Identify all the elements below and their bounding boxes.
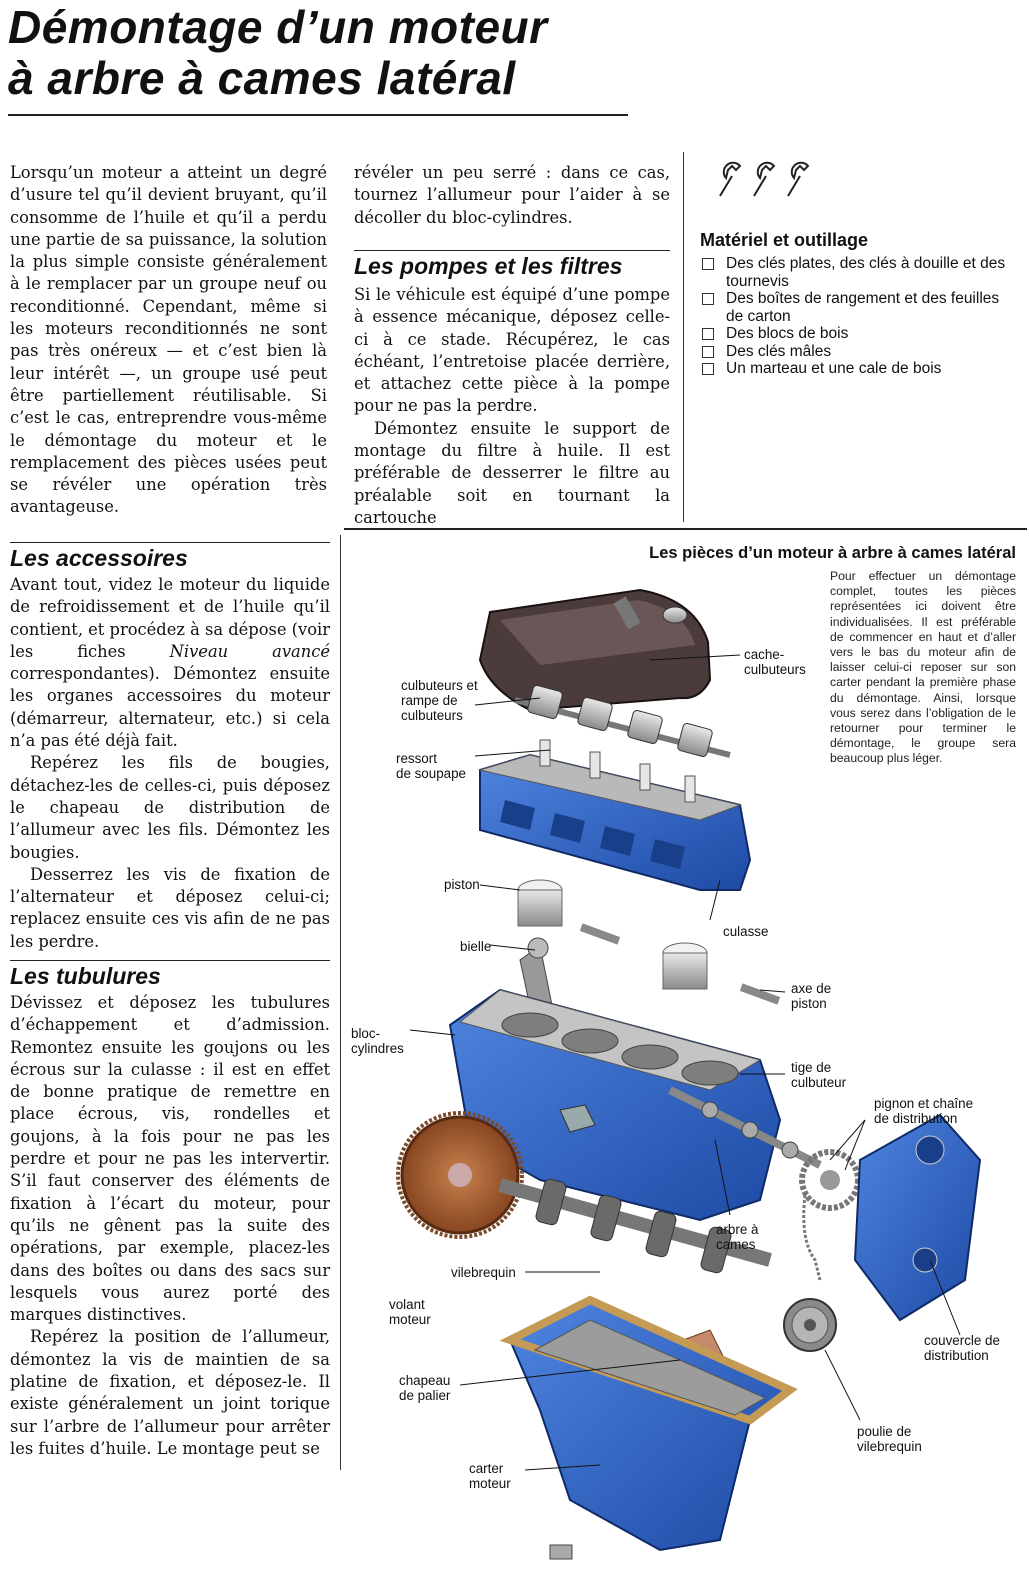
- tools-item-label: Des blocs de bois: [726, 325, 849, 342]
- checkbox-icon: [702, 258, 714, 270]
- tools-divider: [683, 152, 684, 522]
- tools-item-label: Des clés mâles: [726, 342, 832, 360]
- accessoires-p1-b: correspondantes). Démontez ensuite les organes accessoires du moteur (démarreur, alternateur, etc.) si cela n’a pas été déjà fait.: [10, 664, 330, 751]
- label-arbre-cames: arbre à cames: [716, 1222, 759, 1252]
- label-vilebrequin: vilebrequin: [451, 1265, 516, 1280]
- accessoires-p2: Repérez les fils de bougies, détachez-les de celles-ci, puis déposez le chapeau de distribution de l’allumeur avec les fils. Démontez les bougies.: [10, 753, 330, 862]
- label-carter: carter moteur: [469, 1461, 511, 1491]
- checkbox-icon: [702, 328, 714, 340]
- heading-pompes: Les pompes et les filtres: [354, 250, 670, 280]
- intro-paragraph: [10, 162, 327, 519]
- label-tige: tige de culbuteur: [791, 1060, 847, 1090]
- accessoires-p1: [10, 574, 330, 752]
- label-culasse: culasse: [723, 924, 769, 939]
- tools-item: [700, 343, 1020, 361]
- accessoires-p1-a: Avant tout, videz le moteur du liquide de refroidissement et de l’huile qu’il contient, et procédez à sa dépose (voir les fiches: [10, 575, 331, 661]
- timing-cover: [855, 1115, 980, 1320]
- tools-item-label: Un marteau et une cale de bois: [726, 360, 942, 377]
- title-rule: [8, 114, 628, 116]
- tools-item-label: Des clés plates, des clés à douille et des tournevis: [726, 255, 1006, 290]
- flywheel: [398, 1113, 522, 1237]
- accessoires-p3: Desserrez les vis de fixation de l’alternateur et déposez celui-ci; replacez ensuite ces vis afin de ne pas les perdre.: [10, 864, 330, 951]
- label-axe-piston: axe de piston: [791, 981, 832, 1011]
- checkbox-icon: [702, 363, 714, 375]
- accessoires-p1-em: Niveau avancé: [169, 641, 330, 661]
- page-title: [8, 2, 628, 104]
- diagram-title: Les pièces d’un moteur à arbre à cames latéral: [649, 544, 1016, 562]
- diagram-caption: Pour effectuer un démontage complet, toutes les pièces représentées ici doivent être individualisées. Il est préférable de commencer en haut et d’aller vers le bas du moteur afin de laisser celui-ci reposer sur son carter pendant la première phase du démontage. Ainsi, lorsque vous serez dans l’obligation de le retourner pour terminer le démontage, le groupe sera beaucoup plus léger.: [830, 569, 1016, 766]
- label-ressort: ressort de soupape: [396, 751, 466, 781]
- heading-accessoires: Les accessoires: [10, 542, 330, 572]
- heading-tubulures: Les tubulures: [10, 960, 330, 990]
- tools-box: [700, 230, 1020, 378]
- tools-item: [700, 290, 1020, 325]
- rocker-cover: [480, 590, 710, 710]
- label-bloc: bloc- cylindres: [351, 1026, 404, 1056]
- col2-continuation: [354, 162, 670, 229]
- pistons: [518, 880, 780, 1005]
- section-pompes: [354, 250, 670, 529]
- label-chapeau: chapeau de palier: [399, 1373, 451, 1403]
- tubulures-p1: Dévissez et déposez les tubulures d’échappement et d’admission. Remontez ensuite les goujons ou les écrous sur la culasse : il est en effet de bonne pratique de remettre en place écrous, vis, rondelles et goujons, à la fois pour ne pas les perdre et pour ne pas les intervertir. S’il faut conserver des éléments de fixation à l’écart du moteur, pour qu’ils ne gênent pas la suite des opérations, par exemple, placez-les dans des boîtes ou dans des sacs sur lesquels vous aurez porté des marques distinctives.: [10, 993, 330, 1325]
- title-line-1: Démontage d’un moteur: [8, 1, 548, 53]
- label-bielle: bielle: [460, 939, 492, 954]
- tools-heading: Matériel et outillage: [700, 230, 869, 250]
- label-poulie: poulie de vilebrequin: [857, 1424, 922, 1454]
- section-accessoires: [10, 542, 330, 953]
- crankshaft-pulley: [784, 1299, 836, 1351]
- tools-item: [700, 255, 1020, 290]
- tools-item: [700, 360, 1020, 378]
- tubulures-p2: Repérez la position de l’allumeur, démontez la vis de maintien de sa platine de fixation, et déposez-le. Il existe généralement un joint torique sur l’arbre de l’allumeur pour arrêter les fuites d’huile. Le montage peut se: [10, 1327, 330, 1458]
- col2-cont-text: révéler un peu serré : dans ce cas, tournez l’allumeur pour l’aider à se décoller du bloc-cylindres.: [354, 163, 670, 227]
- section-tubulures: [10, 960, 330, 1460]
- oil-pan: [510, 1300, 790, 1559]
- checkbox-icon: [702, 293, 714, 305]
- diagram-rule: [344, 528, 1027, 530]
- cylinder-head: [480, 740, 750, 890]
- label-cache-culbuteurs: cache- culbuteurs: [744, 647, 806, 677]
- title-line-2: à arbre à cames latéral: [8, 52, 516, 104]
- intro-text: Lorsqu’un moteur a atteint un degré d’usure tel qu’il devient bruyant, qu’il consomme de l’huile et qu’il a perdu une partie de sa puissance, la solution la plus simple consiste généralement à le remplacer par un groupe neuf ou reconditionné. Cependant, même si les moteurs reconditionnés ne sont pas très onéreux — et c’est bien là leur intérêt —, un groupe usé peut être partiellement réutilisable. Si c’est le cas, entreprendre vous-même le démontage du moteur et le remplacement des pièces usées peut se révéler une opération très avantageuse.: [10, 163, 327, 517]
- tools-item: [700, 325, 1020, 343]
- label-couvercle: couvercle de distribution: [924, 1333, 1000, 1363]
- label-piston: piston: [444, 877, 480, 892]
- tools-item-label: Des boîtes de rangement et des feuilles de carton: [726, 290, 1000, 325]
- pompes-p2: Démontez ensuite le support de montage du filtre à huile. Il est préférable de desserrer le filtre au préalable soit en tournant la cartouche: [354, 418, 670, 527]
- wrench-icon: [714, 156, 824, 200]
- tools-list: [700, 255, 1020, 378]
- checkbox-icon: [702, 346, 714, 358]
- timing-gear-chain: [802, 1152, 858, 1280]
- label-volant: volant moteur: [389, 1297, 431, 1327]
- label-pignon: pignon et chaîne de distribution: [874, 1096, 974, 1126]
- label-culbuteurs: culbuteurs et rampe de culbuteurs: [401, 678, 478, 723]
- pompes-p1: Si le véhicule est équipé d’une pompe à essence mécanique, déposez celle-ci à ce stade. Récupérez, le cas échéant, l’entretoise placée derrière, et attachez cette pièce à la pompe pour ne pas la perdre.: [354, 285, 670, 416]
